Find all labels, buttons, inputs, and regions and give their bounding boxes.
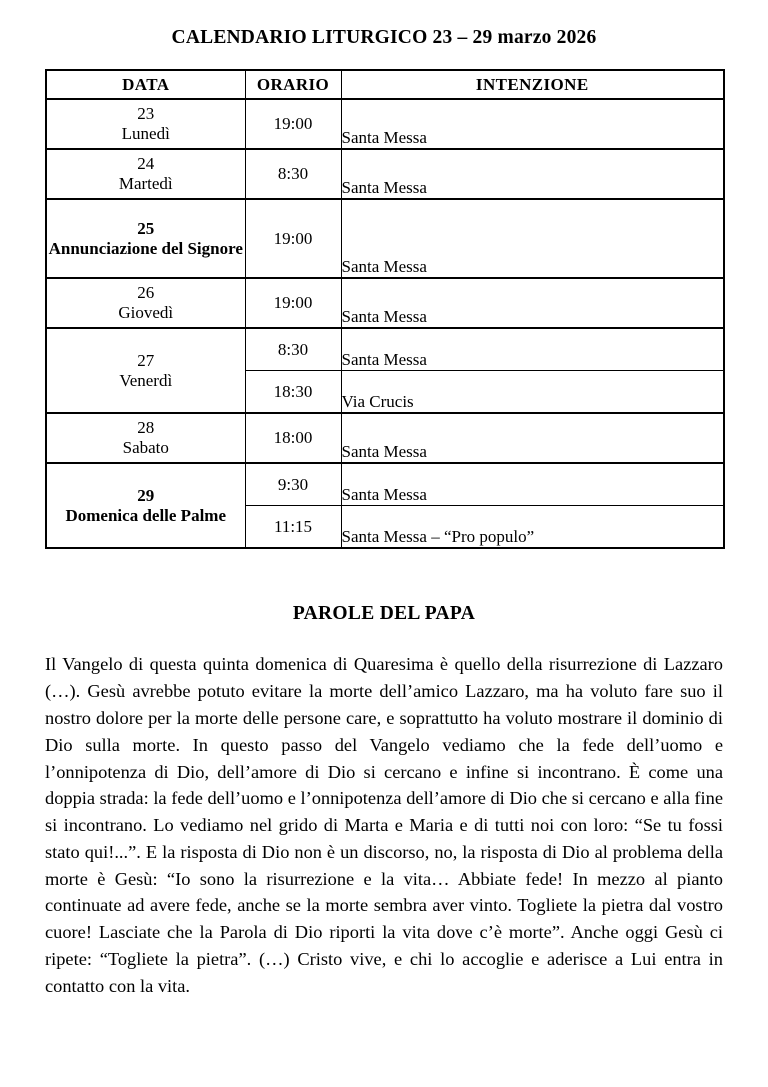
page-title: CALENDARIO LITURGICO 23 – 29 marzo 2026 xyxy=(171,27,597,48)
cell-intention: Santa Messa xyxy=(341,328,724,371)
article-body-container xyxy=(0,651,768,999)
table-header xyxy=(46,70,724,99)
date-day-number: 26 xyxy=(137,283,155,303)
cell-date xyxy=(46,99,245,149)
date-day-name: Annunciazione del Signore xyxy=(48,238,243,258)
cell-intention: Santa Messa xyxy=(341,149,724,199)
cell-time: 9:30 xyxy=(245,463,341,506)
table-row xyxy=(46,463,724,506)
section-heading-parole-del-papa: PAROLE DEL PAPA xyxy=(292,603,476,625)
date-day-name: Giovedì xyxy=(118,303,174,323)
liturgical-calendar-table xyxy=(45,69,725,549)
cell-intention: Santa Messa xyxy=(341,278,724,328)
cell-intention: Santa Messa xyxy=(341,99,724,149)
cell-intention: Santa Messa – “Pro populo” xyxy=(341,506,724,549)
cell-time: 8:30 xyxy=(245,149,341,199)
cell-intention: Santa Messa xyxy=(341,463,724,506)
cell-intention: Santa Messa xyxy=(341,199,724,278)
date-day-name: Venerdì xyxy=(119,370,173,390)
table-row xyxy=(46,413,724,463)
cell-date xyxy=(46,278,245,328)
date-day-name: Lunedì xyxy=(121,124,170,144)
table-row xyxy=(46,149,724,199)
article-paragraph: Il Vangelo di questa quinta domenica di Quaresima è quello della risurrezione di Lazzaro (…). Gesù avrebbe potuto evitare la morte dell’amico Lazzaro, ma ha voluto fare suo il nostro dolore per la morte delle persone care, e soprattutto ha voluto mostrare il dominio di Dio sulla morte. In questo passo del Vangelo vediamo che la fede dell’uomo e l’onnipotenza di Dio, dell’amore di Dio si cercano e infine si incontrano. È come una doppia strada: la fede dell’uomo e l’onnipotenza dell’amore di Dio che si cercano e alla fine si incontrano. Lo vediamo nel grido di Marta e Maria e di tutti noi con loro: “Se tu fossi stato qui!...”. E la risposta di Dio non è un discorso, no, la risposta di Dio al problema della morte è Gesù: “Io sono la risurrezione e la vita… Abbiate fede! In mezzo al pianto continuate ad avere fede, anche se la morte sembra aver vinto. Togliete la pietra dal vostro cuore! Lasciate che la Parola di Dio riporti la vita dove c’è morte”. Anche oggi Gesù ci ripete: “Togliete la pietra”. (…) Cristo vive, e chi lo accoglie e aderisce a Lui entra in contatto con la vita. xyxy=(45,654,723,996)
cell-time: 8:30 xyxy=(245,328,341,371)
cell-time: 18:00 xyxy=(245,413,341,463)
cell-date xyxy=(46,463,245,548)
date-day-number: 24 xyxy=(137,154,155,174)
table-row xyxy=(46,278,724,328)
date-day-number: 29 xyxy=(137,485,155,505)
date-day-number: 27 xyxy=(137,350,155,370)
calendar-table-container xyxy=(0,69,768,549)
column-header-data: DATA xyxy=(46,70,245,99)
table-row xyxy=(46,99,724,149)
table-row xyxy=(46,199,724,278)
cell-time: 19:00 xyxy=(245,99,341,149)
column-header-orario: ORARIO xyxy=(245,70,341,99)
table-header-row xyxy=(46,70,724,99)
date-day-number: 23 xyxy=(137,104,155,124)
column-header-intenzione: INTENZIONE xyxy=(341,70,724,99)
date-day-name: Martedì xyxy=(118,174,173,194)
cell-intention: Santa Messa xyxy=(341,413,724,463)
cell-date xyxy=(46,328,245,413)
cell-time: 18:30 xyxy=(245,371,341,414)
date-day-number: 25 xyxy=(137,218,155,238)
date-day-name: Sabato xyxy=(122,438,169,458)
cell-date xyxy=(46,413,245,463)
cell-intention: Via Crucis xyxy=(341,371,724,414)
cell-date xyxy=(46,199,245,278)
date-day-number: 28 xyxy=(137,418,155,438)
date-day-name: Domenica delle Palme xyxy=(65,505,226,525)
table-body xyxy=(46,99,724,548)
table-row xyxy=(46,328,724,371)
cell-time: 19:00 xyxy=(245,278,341,328)
cell-time: 19:00 xyxy=(245,199,341,278)
cell-time: 11:15 xyxy=(245,506,341,549)
cell-date xyxy=(46,149,245,199)
